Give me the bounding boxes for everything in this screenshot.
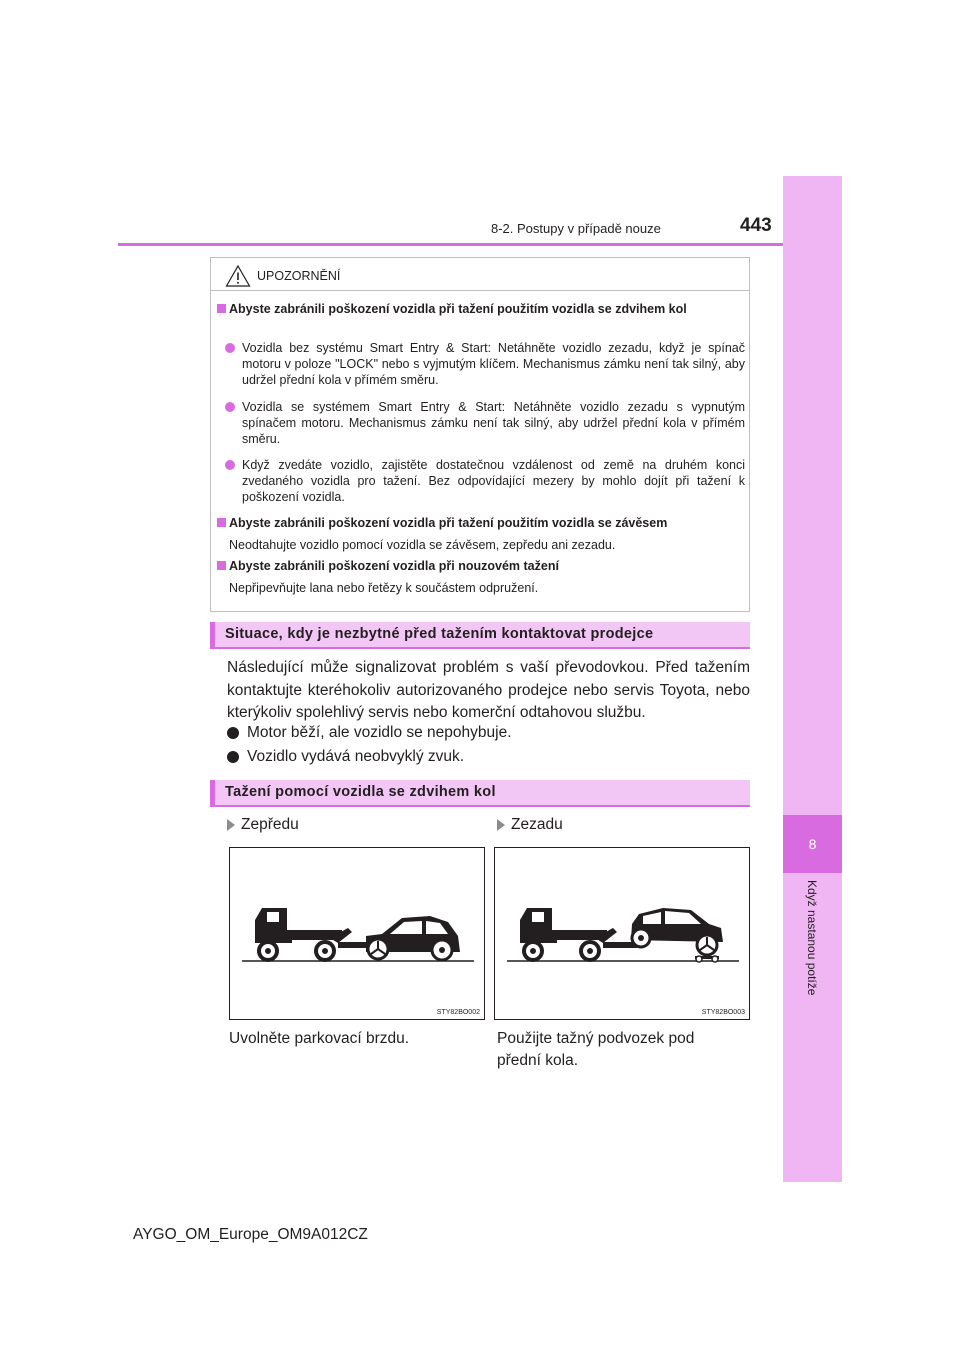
triangle-right-icon [497, 819, 505, 831]
section-heading-wheel-lift: Tažení pomocí vozidla se zdvihem kol [210, 780, 750, 807]
section-paragraph: Následující může signalizovat problém s vaší převodovkou. Před tažením kontaktujte kteréhokoliv autorizovaného prodejce nebo servis Toyota, nebo kterýkoliv spolehlivý servis nebo komerční odtahovou službu. [227, 659, 750, 721]
header-rule [118, 243, 783, 246]
bullet-dot-icon [225, 402, 235, 412]
caution-box [210, 257, 750, 612]
triangle-right-icon [227, 819, 235, 831]
rear-caption-line1: Použijte tažný podvozek pod [497, 1030, 695, 1047]
caution-item-heading: Abyste zabránili poškození vozidla při nouzovém tažení [229, 559, 559, 573]
section-title: 8-2. Postupy v případě nouze [491, 221, 661, 236]
chapter-number: 8 [783, 815, 842, 873]
figure-rear-towing [494, 847, 750, 1020]
caution-item-text: Neodtahujte vozidlo pomocí vozidla se závěsem, zepředu ani zezadu. [229, 538, 616, 552]
caution-title: UPOZORNĚNÍ [257, 269, 341, 283]
section-heading-contact-dealer: Situace, kdy je nezbytné před tažením kontaktovat prodejce [210, 622, 750, 649]
front-caption: Uvolněte parkovací brzdu. [229, 1030, 410, 1047]
figure-front-towing [229, 847, 485, 1020]
document-id: AYGO_OM_Europe_OM9A012CZ [133, 1226, 368, 1243]
caution-bullet: Vozidla se systémem Smart Entry & Start: Netáhněte vozidlo zezadu s vypnutým spínačem motoru. Mechanismus zámku není tak silný, aby udržel přední kola v přímém směru. [225, 399, 745, 447]
square-bullet-icon [217, 561, 226, 570]
caution-item-text: Nepřipevňujte lana nebo řetězy k součástem odpružení. [229, 581, 539, 595]
figure-code: STY82BO003 [701, 1009, 745, 1016]
chapter-title: Když nastanou potíže [805, 880, 819, 996]
square-bullet-icon [217, 304, 226, 313]
square-bullet-icon [217, 518, 226, 527]
rear-caption-line2: přední kola. [497, 1052, 578, 1069]
caution-bullet: Vozidla bez systému Smart Entry & Start: Netáhněte vozidlo zezadu, když je spínač motoru v poloze "LOCK" nebo s vyjmutým klíčem. Mechanismus zámku není tak silný, aby udržel přední kola v přímém směru. [225, 340, 745, 388]
caution-item-wheel-lift [217, 301, 745, 317]
tow-truck-front-illustration [230, 848, 484, 1019]
figure-code: STY82BO002 [436, 1009, 480, 1016]
caution-item-emergency [217, 558, 745, 574]
heading-accent-bar [210, 780, 215, 805]
caution-divider [211, 290, 749, 291]
caution-item-sling [217, 515, 745, 531]
front-label: Zepředu [227, 815, 299, 835]
tow-truck-rear-illustration [495, 848, 749, 1019]
chapter-side-tab [783, 176, 842, 1182]
caution-bullet: Když zvedáte vozidlo, zajistěte dostatečnou vzdálenost od země na druhém konci zvedaného vozidla pro tažení. Bez odpovídající mezery by mohlo dojít při tažení k poškození vozidla. [225, 457, 745, 505]
caution-item-heading: Abyste zabránili poškození vozidla při tažení použitím vozidla se závěsem [229, 516, 668, 530]
list-item: Vozidlo vydává neobvyklý zvuk. [227, 746, 464, 768]
rear-label: Zezadu [497, 815, 563, 835]
page-number: 443 [740, 215, 772, 236]
caution-item-heading: Abyste zabránili poškození vozidla při tažení použitím vozidla se zdvihem kol [229, 302, 687, 316]
warning-icon [225, 264, 251, 288]
bullet-dot-icon [225, 343, 235, 353]
bullet-dot-icon [227, 751, 239, 763]
list-item: Motor běží, ale vozidlo se nepohybuje. [227, 722, 512, 744]
heading-accent-bar [210, 622, 215, 647]
bullet-dot-icon [225, 460, 235, 470]
bullet-dot-icon [227, 727, 239, 739]
caution-header [225, 264, 340, 288]
